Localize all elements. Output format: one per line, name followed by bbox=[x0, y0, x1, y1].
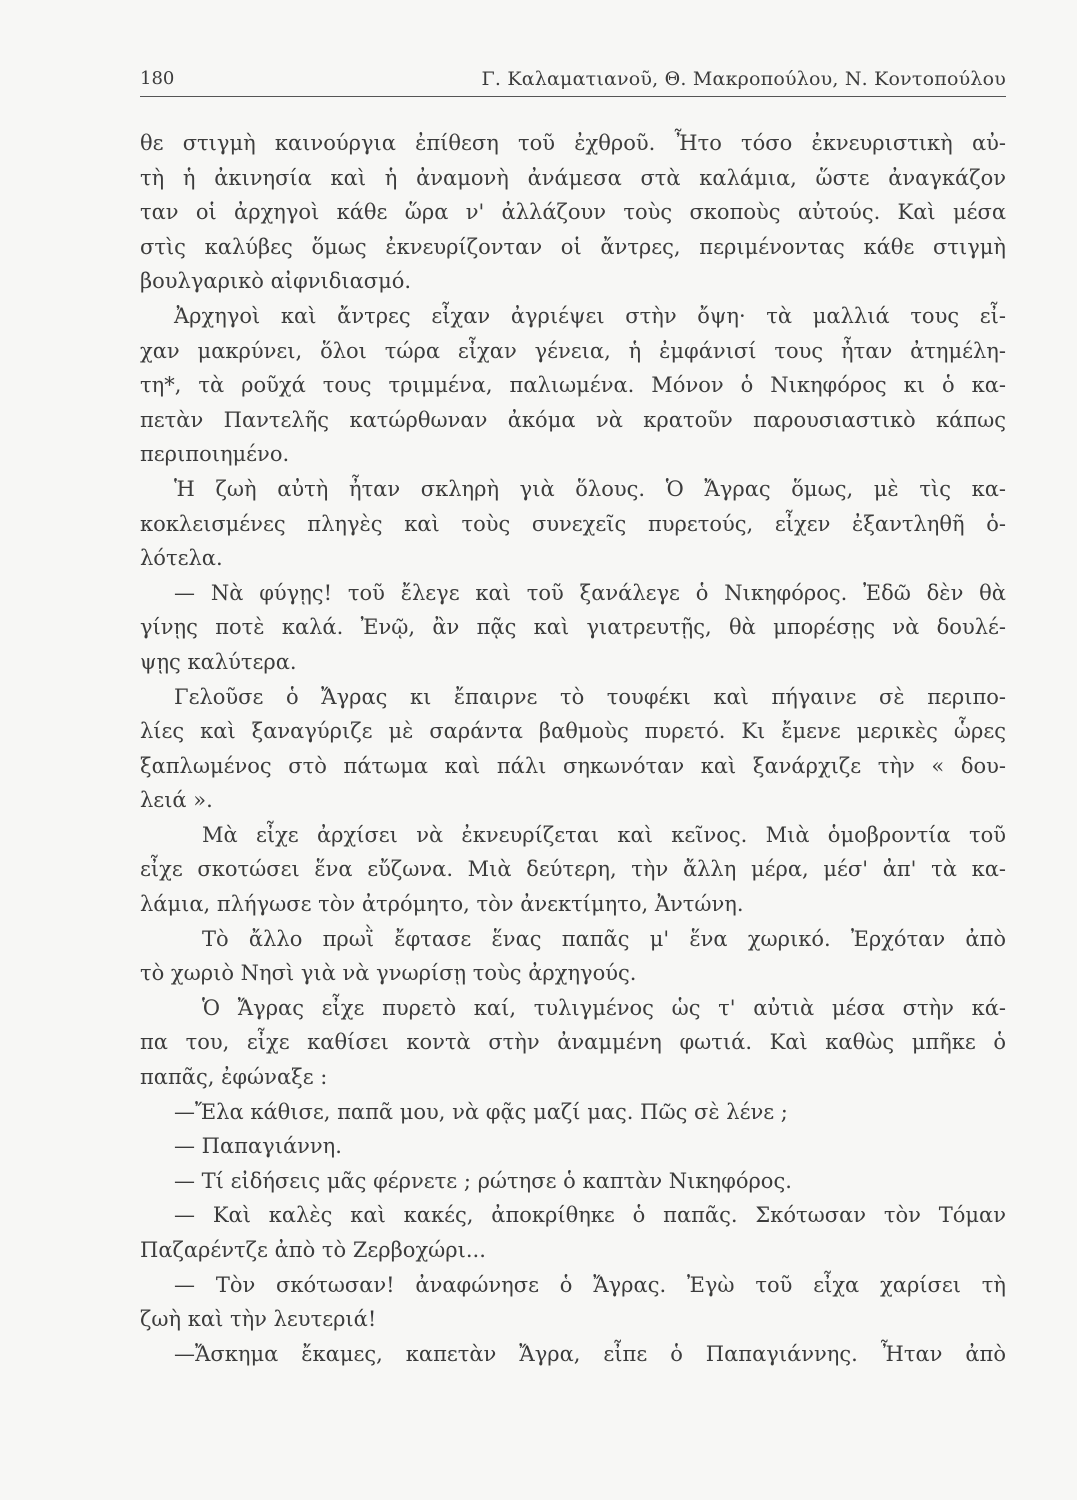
text-line: —Ἄσκημα ἔκαμες, καπετὰν Ἄγρα, εἶπε ὁ Παπαγιάννης. Ἦταν ἀπὸ bbox=[174, 1341, 1006, 1366]
text-line: — Νὰ φύγῃς! τοῦ ἔλεγε καὶ τοῦ ξανάλεγε ὁ Νικηφόρος. Ἐδῶ δὲν θὰ bbox=[174, 580, 1006, 605]
text-line: πα του, εἶχε καθίσει κοντὰ στὴν ἀναμμένη φωτιά. Καὶ καθὼς μπῆκε ὁ bbox=[140, 1030, 1006, 1055]
text-line: λίες καὶ ξαναγύριζε μὲ σαράντα βαθμοὺς πυρετό. Κι ἔμενε μερικὲς ὧρες bbox=[140, 719, 1006, 744]
text-line: στὶς καλύβες ὅμως ἐκνευρίζονταν οἱ ἄντρες, περιμένοντας κάθε στιγμὴ bbox=[140, 234, 1006, 259]
text-line: περιποιημένο. bbox=[140, 442, 290, 467]
text-line: Μὰ εἶχε ἀρχίσει νὰ ἐκνευρίζεται καὶ κεῖνος. Μιὰ ὁμοβροντία τοῦ bbox=[202, 822, 1006, 847]
text-line: ταν οἱ ἀρχηγοὶ κάθε ὥρα ν' ἀλλάζουν τοὺς σκοποὺς αὐτούς. Καὶ μέσα bbox=[140, 200, 1006, 225]
text-line: τὸ χωριὸ Νησὶ γιὰ νὰ γνωρίσῃ τοὺς ἀρχηγούς. bbox=[140, 961, 637, 986]
text-line: παπᾶς, ἐφώναξε : bbox=[140, 1065, 328, 1090]
text-line: ζωὴ καὶ τὴν λευτεριά! bbox=[140, 1307, 377, 1332]
page-number: 180 bbox=[140, 68, 175, 89]
text-line: βουλγαρικὸ αἰφνιδιασμό. bbox=[140, 269, 412, 294]
text-line: Ἀρχηγοὶ καὶ ἄντρες εἶχαν ἀγριέψει στὴν ὄψη· τὰ μαλλιά τους εἶ- bbox=[174, 303, 1006, 328]
text-line: λότελα. bbox=[140, 546, 223, 571]
text-line: λειά ». bbox=[140, 788, 213, 813]
text-line: Τὸ ἄλλο πρωῒ ἔφτασε ἕνας παπᾶς μ' ἕνα χωρικό. Ἐρχόταν ἀπὸ bbox=[202, 926, 1006, 951]
text-line: — Τὸν σκότωσαν! ἀναφώνησε ὁ Ἄγρας. Ἐγὼ τοῦ εἶχα χαρίσει τὴ bbox=[174, 1272, 1006, 1297]
text-line: ψῃς καλύτερα. bbox=[140, 649, 297, 674]
text-line: πετὰν Παντελῆς κατώρθωναν ἀκόμα νὰ κρατοῦν παρουσιαστικὸ κάπως bbox=[140, 407, 1006, 432]
text-line: τη*, τὰ ροῦχά τους τριμμένα, παλιωμένα. Μόνον ὁ Νικηφόρος κι ὁ κα- bbox=[140, 373, 1006, 398]
text-line: —Ἔλα κάθισε, παπᾶ μου, νὰ φᾷς μαζί μας. Πῶς σὲ λένε ; bbox=[174, 1099, 788, 1124]
text-line: κοκλεισμένες πληγὲς καὶ τοὺς συνεχεῖς πυρετούς, εἶχεν ἐξαντληθῆ ὁ- bbox=[140, 511, 1006, 536]
text-line: χαν μακρύνει, ὅλοι τώρα εἶχαν γένεια, ἡ ἐμφάνισί τους ἦταν ἀτημέλη- bbox=[140, 338, 1006, 363]
text-line: τὴ ἡ ἀκινησία καὶ ἡ ἀναμονὴ ἀνάμεσα στὰ καλάμια, ὥστε ἀναγκάζον bbox=[140, 165, 1006, 190]
text-line: Παζαρέντζε ἀπὸ τὸ Ζερβοχώρι... bbox=[140, 1238, 486, 1262]
page-header bbox=[140, 66, 1006, 97]
text-line: ξαπλωμένος στὸ πάτωμα καὶ πάλι σηκωνόταν καὶ ξανάρχιζε τὴν « δου- bbox=[140, 753, 1006, 778]
text-line: Ὁ Ἄγρας εἶχε πυρετὸ καί, τυλιγμένος ὡς τ' αὐτιὰ μέσα στὴν κά- bbox=[202, 995, 1006, 1020]
text-line: λάμια, πλήγωσε τὸν ἀτρόμητο, τὸν ἀνεκτίμητο, Ἀντώνη. bbox=[140, 892, 744, 917]
text-line: εἶχε σκοτώσει ἕνα εὔζωνα. Μιὰ δεύτερη, τὴν ἄλλη μέρα, μέσ' ἀπ' τὰ κα- bbox=[140, 857, 1006, 882]
text-line: γίνῃς ποτὲ καλά. Ἐνῷ, ἂν πᾷς καὶ γιατρευτῇς, θὰ μπορέσῃς νὰ δουλέ- bbox=[140, 615, 1006, 640]
text-line: θε στιγμὴ καινούργια ἐπίθεση τοῦ ἐχθροῦ. Ἦτο τόσο ἐκνευριστικὴ αὐ- bbox=[140, 131, 1006, 155]
text-line: Ἡ ζωὴ αὐτὴ ἦταν σκληρὴ γιὰ ὅλους. Ὁ Ἄγρας ὅμως, μὲ τὶς κα- bbox=[174, 476, 1006, 501]
text-line: — Παπαγιάννη. bbox=[174, 1134, 342, 1159]
body-text bbox=[140, 126, 1006, 1371]
text-line: — Καὶ καλὲς καὶ κακές, ἀποκρίθηκε ὁ παπᾶς. Σκότωσαν τὸν Τόμαν bbox=[174, 1203, 1006, 1228]
running-title: Γ. Καλαματιανοῦ, Θ. Μακροπούλου, Ν. Κοντοπούλου bbox=[481, 68, 1006, 90]
text-line: Γελοῦσε ὁ Ἄγρας κι ἔπαιρνε τὸ τουφέκι καὶ πήγαινε σὲ περιπο- bbox=[174, 684, 1006, 709]
text-line: — Τί εἰδήσεις μᾶς φέρνετε ; ρώτησε ὁ καπτὰν Νικηφόρος. bbox=[174, 1168, 792, 1193]
